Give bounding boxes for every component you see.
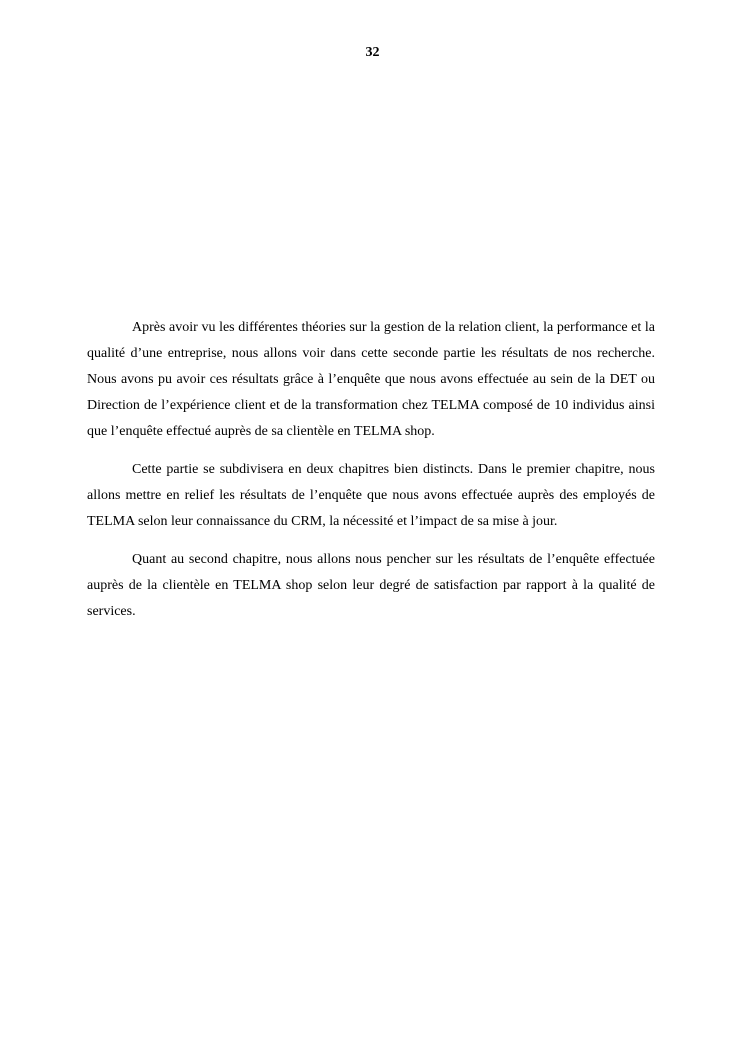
paragraph-first-chapter: Cette partie se subdivisera en deux chapitres bien distincts. Dans le premier chapitre, nous allons mettre en relief les résultats de l’enquête que nous avons effectuée auprès des employés de TELMA selon leur connaissance du CRM, la nécessité et l’impact de sa mise à jour.	[87, 462, 655, 529]
paragraph-intro: Après avoir vu les différentes théories sur la gestion de la relation client, la performance et la qualité d’une entreprise, nous allons voir dans cette seconde partie les résultats de nos recherche. Nous avons pu avoir ces résultats grâce à l’enquête que nous avons effectuée au sein de la DET ou Direction de l’expérience client et de la transformation chez TELMA composé de 10 individus ainsi que l’enquête effectué auprès de sa clientèle en TELMA shop.	[87, 320, 655, 439]
page-number: 32	[365, 45, 380, 60]
body-text	[87, 315, 655, 637]
paragraph-second-chapter: Quant au second chapitre, nous allons nous pencher sur les résultats de l’enquête effectuée auprès de la clientèle en TELMA shop selon leur degré de satisfaction par rapport à la qualité de services.	[87, 552, 655, 619]
